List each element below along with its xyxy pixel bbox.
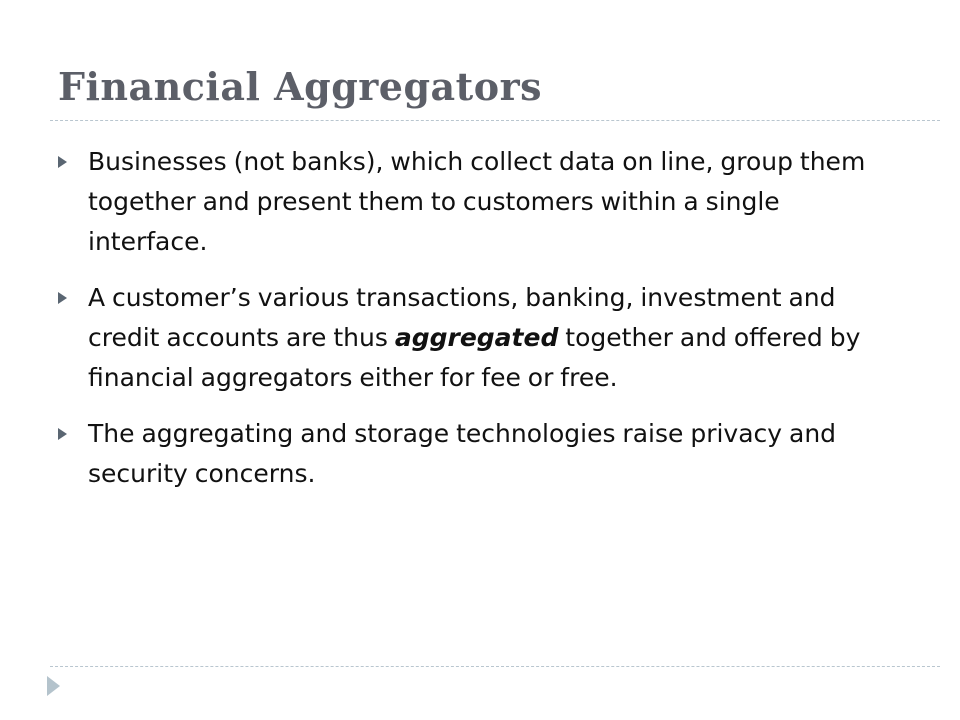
bullet-text-after: together and offered by financial aggregators either for fee or free. [88, 323, 861, 392]
bullet-triangle-icon [58, 292, 67, 304]
slide-title: Financial Aggregators [58, 64, 542, 109]
bullet-list [58, 142, 878, 510]
bullet-item [58, 414, 878, 494]
bullet-triangle-icon [58, 156, 67, 168]
bullet-item [58, 142, 878, 262]
footer-divider [50, 666, 940, 667]
bullet-text-before: A customer’s various transactions, banking, investment and credit accounts are thus [88, 283, 836, 352]
bullet-text: The aggregating and storage technologies raise privacy and security concerns. [88, 419, 837, 488]
bullet-triangle-icon [58, 428, 67, 440]
footer-triangle-icon [47, 676, 60, 696]
bullet-emphasis: aggregated [394, 323, 559, 352]
bullet-item [58, 278, 878, 398]
title-divider [50, 120, 940, 121]
bullet-text: Businesses (not banks), which collect data on line, group them together and present them to customers within a single interface. [88, 147, 866, 256]
